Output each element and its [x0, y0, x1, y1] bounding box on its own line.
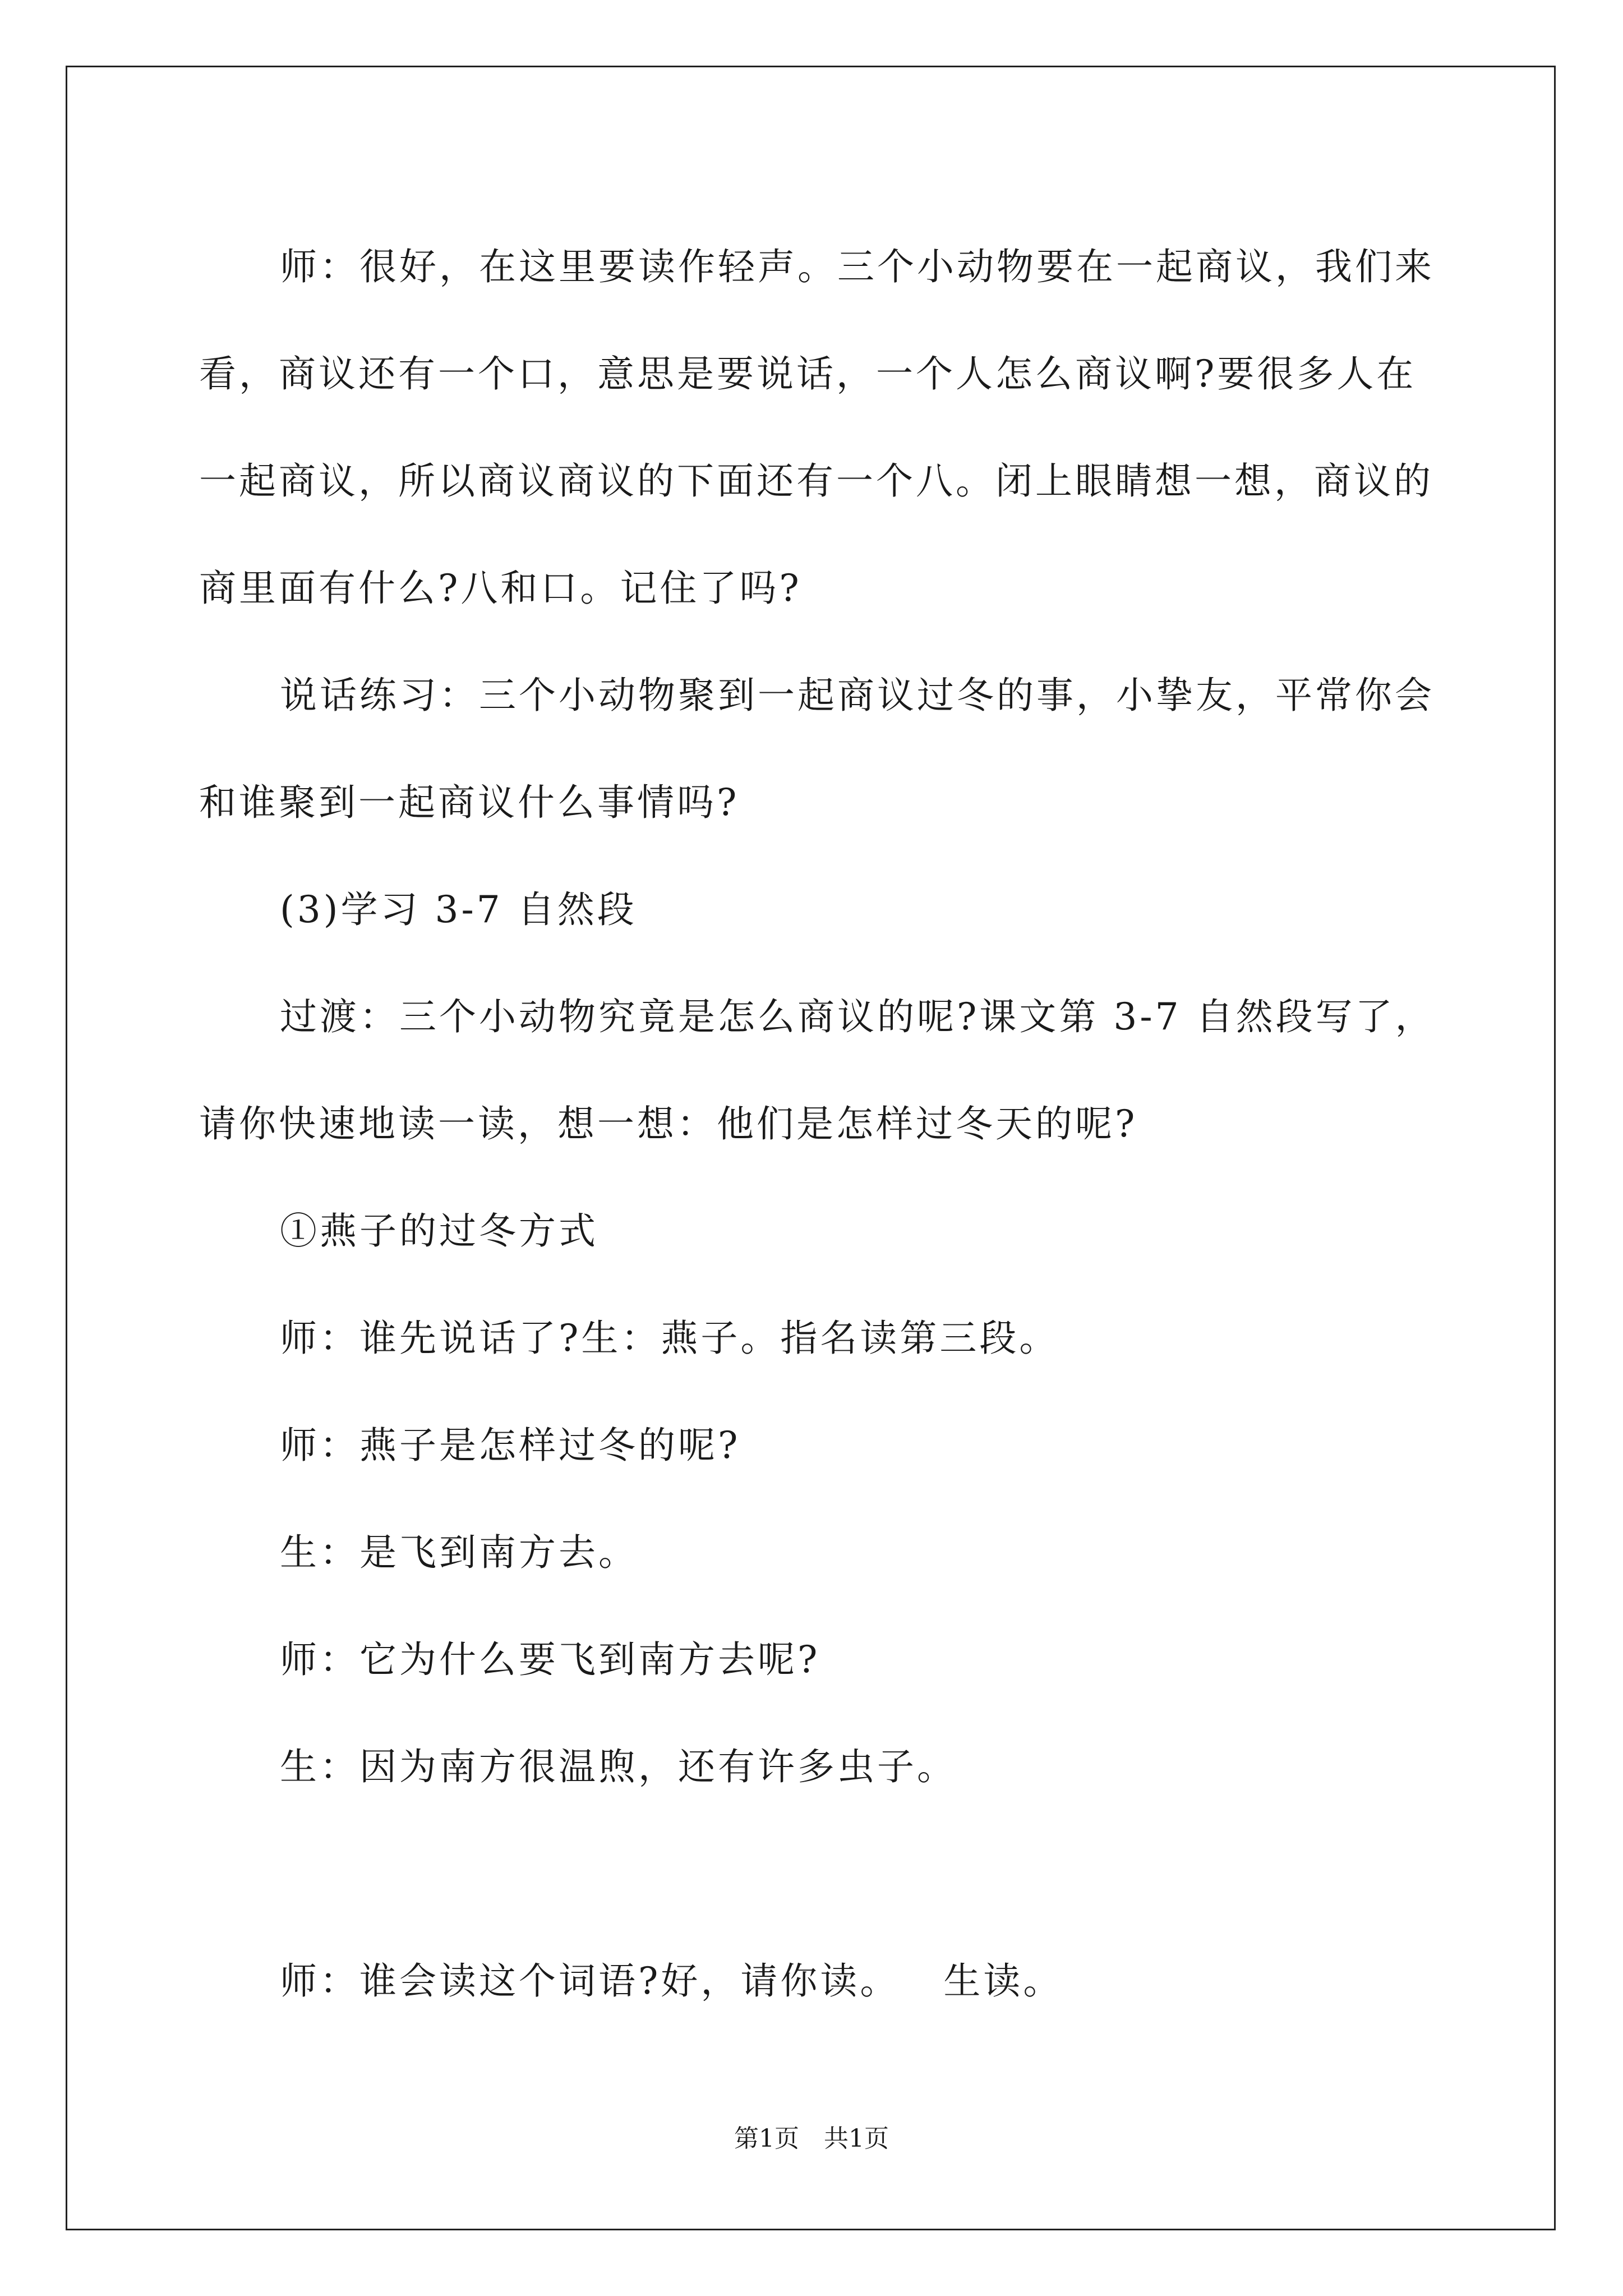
paragraph: ①燕子的过冬方式: [280, 1209, 598, 1253]
paragraph: 过渡：三个小动物究竟是怎么商议的呢?课文第 3-7 自然段写了，请你快速地读一读，想一想：他们是怎样过冬天的呢?: [199, 995, 1435, 1145]
paragraph: (3)学习 3-7 自然段: [280, 888, 637, 931]
page-number: 第1页: [734, 2124, 799, 2153]
blank-line: [199, 1820, 1436, 1927]
paragraph: 生：是飞到南方去。: [280, 1531, 638, 1574]
paragraph: 师：它为什么要飞到南方去呢?: [280, 1638, 820, 1681]
paragraph: 师：谁先说话了?生：燕子。指名读第三段。: [280, 1317, 1059, 1360]
paragraph: 师：燕子是怎样过冬的呢?: [280, 1424, 741, 1467]
paragraph: 生：因为南方很温煦，还有许多虫子。: [280, 1745, 957, 1788]
paragraph: 师：谁会读这个词语?好，请你读。 生读。: [280, 1959, 1063, 2003]
page-footer: [0, 2118, 1623, 2154]
page-total: 共1页: [824, 2124, 889, 2153]
document-body: [199, 213, 1436, 2035]
paragraph: 说话练习：三个小动物聚到一起商议过冬的事，小挚友，平常你会和谁聚到一起商议什么事情吗?: [199, 674, 1435, 824]
paragraph: 师：很好，在这里要读作轻声。三个小动物要在一起商议，我们来看，商议还有一个口，意思是要说话，一个人怎么商议啊?要很多人在一起商议，所以商议商议的下面还有一个八。闭上眼睛想一想，商议的商里面有什么?八和口。记住了吗?: [199, 245, 1435, 610]
